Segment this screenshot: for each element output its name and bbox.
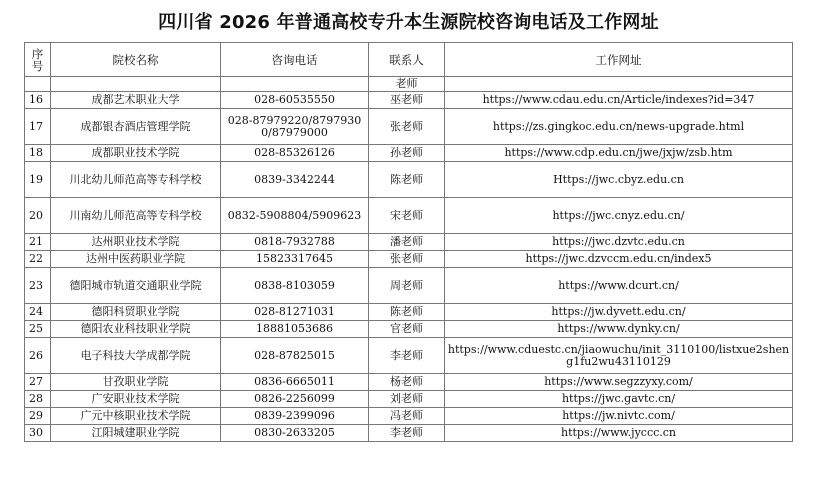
- table-row: [25, 408, 793, 425]
- cell-contact: 刘老师: [369, 391, 445, 408]
- cell-school: 德阳农业科技职业学院: [51, 321, 221, 338]
- cell-no: 18: [25, 145, 51, 162]
- cell-school: 成都艺术职业大学: [51, 92, 221, 109]
- cell-phone: 028-60535550: [221, 92, 369, 109]
- table-row: [25, 251, 793, 268]
- table-row: [25, 391, 793, 408]
- cell-url[interactable]: https://jw.dyvett.edu.cn/: [445, 304, 793, 321]
- cell-school: 江阳城建职业学院: [51, 425, 221, 442]
- cell-contact: 李老师: [369, 338, 445, 374]
- cell-no: 28: [25, 391, 51, 408]
- table-row-partial: [25, 77, 793, 92]
- cell-contact: 陈老师: [369, 162, 445, 198]
- table-row: [25, 425, 793, 442]
- cell-school: [51, 77, 221, 92]
- cell-school: 川北幼儿师范高等专科学校: [51, 162, 221, 198]
- cell-url[interactable]: https://www.jyccc.cn: [445, 425, 793, 442]
- cell-phone: 0826-2256099: [221, 391, 369, 408]
- page-title: 四川省 2026 年普通高校专升本生源院校咨询电话及工作网址: [158, 12, 659, 33]
- cell-no: 26: [25, 338, 51, 374]
- cell-url[interactable]: https://www.segzzyxy.com/: [445, 374, 793, 391]
- cell-contact: 官老师: [369, 321, 445, 338]
- cell-phone: 0839-2399096: [221, 408, 369, 425]
- cell-no: 20: [25, 198, 51, 234]
- table-row: [25, 374, 793, 391]
- cell-school: 成都职业技术学院: [51, 145, 221, 162]
- cell-school: 广元中核职业技术学院: [51, 408, 221, 425]
- cell-url[interactable]: https://jwc.dzvccm.edu.cn/index5: [445, 251, 793, 268]
- cell-url[interactable]: https://www.dynky.cn/: [445, 321, 793, 338]
- cell-phone: 0832-5908804/5909623: [221, 198, 369, 234]
- cell-url[interactable]: https://jwc.cnyz.edu.cn/: [445, 198, 793, 234]
- table-row: [25, 145, 793, 162]
- cell-url[interactable]: https://zs.gingkoc.edu.cn/news-upgrade.html: [445, 109, 793, 145]
- cell-phone: 18881053686: [221, 321, 369, 338]
- table-row: [25, 338, 793, 374]
- cell-school: 成都银杏酒店管理学院: [51, 109, 221, 145]
- cell-contact: 巫老师: [369, 92, 445, 109]
- cell-school: 广安职业技术学院: [51, 391, 221, 408]
- cell-phone: 0839-3342244: [221, 162, 369, 198]
- cell-no: 25: [25, 321, 51, 338]
- cell-url[interactable]: https://jw.nivtc.com/: [445, 408, 793, 425]
- cell-no: 29: [25, 408, 51, 425]
- table-row: [25, 304, 793, 321]
- table-header-row: [25, 43, 793, 77]
- cell-school: 达州中医药职业学院: [51, 251, 221, 268]
- cell-phone: [221, 77, 369, 92]
- table-row: [25, 234, 793, 251]
- cell-contact: 老师: [369, 77, 445, 92]
- cell-contact: 宋老师: [369, 198, 445, 234]
- cell-url[interactable]: https://www.cdau.edu.cn/Article/indexes?id=347: [445, 92, 793, 109]
- cell-contact: 周老师: [369, 268, 445, 304]
- cell-url: [445, 77, 793, 92]
- cell-no: 16: [25, 92, 51, 109]
- cell-url[interactable]: https://jwc.gavtc.cn/: [445, 391, 793, 408]
- cell-contact: 陈老师: [369, 304, 445, 321]
- cell-phone: 0830-2633205: [221, 425, 369, 442]
- cell-no: 27: [25, 374, 51, 391]
- table-row: [25, 198, 793, 234]
- cell-phone: 028-87825015: [221, 338, 369, 374]
- cell-phone: 0836-6665011: [221, 374, 369, 391]
- cell-url[interactable]: https://www.cdp.edu.cn/jwe/jxjw/zsb.htm: [445, 145, 793, 162]
- cell-school: 甘孜职业学院: [51, 374, 221, 391]
- cell-no: [25, 77, 51, 92]
- table-row: [25, 268, 793, 304]
- cell-no: 17: [25, 109, 51, 145]
- cell-school: 德阳城市轨道交通职业学院: [51, 268, 221, 304]
- cell-contact: 潘老师: [369, 234, 445, 251]
- cell-phone: 15823317645: [221, 251, 369, 268]
- table-row: [25, 109, 793, 145]
- cell-url[interactable]: https://jwc.dzvtc.edu.cn: [445, 234, 793, 251]
- cell-phone: 0838-8103059: [221, 268, 369, 304]
- cell-contact: 张老师: [369, 251, 445, 268]
- cell-school: 川南幼儿师范高等专科学校: [51, 198, 221, 234]
- cell-no: 19: [25, 162, 51, 198]
- cell-phone: 028-85326126: [221, 145, 369, 162]
- contact-table: [24, 42, 793, 442]
- table-row: [25, 162, 793, 198]
- header-no: 序号: [25, 43, 51, 77]
- cell-contact: 李老师: [369, 425, 445, 442]
- cell-no: 30: [25, 425, 51, 442]
- cell-contact: 杨老师: [369, 374, 445, 391]
- table-row: [25, 321, 793, 338]
- cell-school: 达州职业技术学院: [51, 234, 221, 251]
- cell-url[interactable]: https://www.cduestc.cn/jiaowuchu/init_3110100/listxue2sheng1fu2wu43110129: [445, 338, 793, 374]
- cell-school: 德阳科贸职业学院: [51, 304, 221, 321]
- cell-phone: 0818-7932788: [221, 234, 369, 251]
- table-row: [25, 92, 793, 109]
- cell-url[interactable]: https://www.dcurt.cn/: [445, 268, 793, 304]
- cell-school: 电子科技大学成都学院: [51, 338, 221, 374]
- cell-no: 23: [25, 268, 51, 304]
- cell-phone: 028-87979220/87979300/87979000: [221, 109, 369, 145]
- header-contact: 联系人: [369, 43, 445, 77]
- cell-no: 22: [25, 251, 51, 268]
- cell-contact: 孙老师: [369, 145, 445, 162]
- header-phone: 咨询电话: [221, 43, 369, 77]
- header-url: 工作网址: [445, 43, 793, 77]
- cell-contact: 冯老师: [369, 408, 445, 425]
- cell-no: 21: [25, 234, 51, 251]
- cell-url[interactable]: Https://jwc.cbyz.edu.cn: [445, 162, 793, 198]
- header-school: 院校名称: [51, 43, 221, 77]
- cell-contact: 张老师: [369, 109, 445, 145]
- cell-no: 24: [25, 304, 51, 321]
- cell-phone: 028-81271031: [221, 304, 369, 321]
